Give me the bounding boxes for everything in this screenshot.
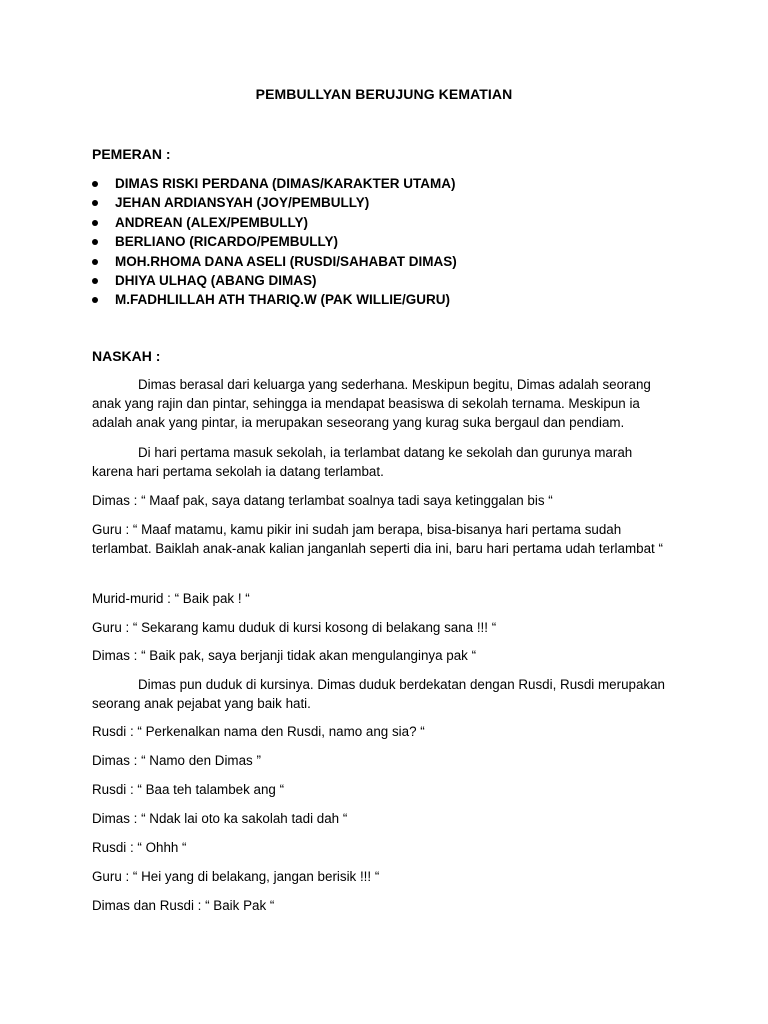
dialogue-line: Rusdi : “ Baa teh talambek ang “ <box>92 782 285 797</box>
list-item <box>92 213 457 232</box>
narration-paragraph: Dimas berasal dari keluarga yang sederhana. Meskipun begitu, Dimas adalah seorang anak yang rajin dan pintar, sehingga ia mendapat beasiswa di sekolah ternama. Meskipun ia adalah anak yang pintar, ia merupakan seseorang yang kurag suka bergaul dan pendiam. <box>92 377 651 431</box>
cast-member: BERLIANO (RICARDO/PEMBULLY) <box>115 234 339 250</box>
bullet-icon <box>92 297 98 303</box>
cast-member: DIMAS RISKI PERDANA (DIMAS/KARAKTER UTAMA) <box>115 176 456 191</box>
bullet-icon <box>92 181 98 187</box>
dialogue-line: Dimas dan Rusdi : “ Baik Pak “ <box>92 898 275 913</box>
dialogue-line: Dimas : “ Maaf pak, saya datang terlambat soalnya tadi saya ketinggalan bis “ <box>92 493 553 508</box>
cast-member: ANDREAN (ALEX/PEMBULLY) <box>115 214 309 230</box>
list-item <box>92 232 457 251</box>
dialogue-line: Dimas : “ Namo den Dimas ” <box>92 753 261 768</box>
list-item <box>92 174 457 193</box>
dialogue-line: Guru : “ Sekarang kamu duduk di kursi kosong di belakang sana !!! “ <box>92 620 497 635</box>
dialogue-line: Rusdi : “ Ohhh “ <box>92 840 187 855</box>
dialogue-line: Dimas : “ Baik pak, saya berjanji tidak akan mengulanginya pak “ <box>92 648 477 663</box>
dialogue-line: Guru : “ Hei yang di belakang, jangan berisik !!! “ <box>92 869 380 884</box>
cast-member: M.FADHLILLAH ATH THARIQ.W (PAK WILLIE/GURU) <box>115 292 450 308</box>
narration-paragraph: Dimas pun duduk di kursinya. Dimas duduk berdekatan dengan Rusdi, Rusdi merupakan seorang anak pejabat yang baik hati. <box>92 677 665 712</box>
cast-heading: PEMERAN : <box>92 146 171 162</box>
list-item <box>92 252 457 271</box>
bullet-icon <box>92 278 98 284</box>
bullet-icon <box>92 239 98 245</box>
script-heading: NASKAH : <box>92 348 161 364</box>
bullet-icon <box>92 220 98 226</box>
bullet-icon <box>92 200 98 206</box>
dialogue-line: Murid-murid : “ Baik pak ! “ <box>92 591 250 606</box>
cast-member: MOH.RHOMA DANA ASELI (RUSDI/SAHABAT DIMAS) <box>115 253 457 269</box>
cast-list <box>92 174 457 310</box>
dialogue-line: Rusdi : “ Perkenalkan nama den Rusdi, namo ang sia? “ <box>92 724 425 739</box>
cast-member: JEHAN ARDIANSYAH (JOY/PEMBULLY) <box>115 195 370 211</box>
dialogue-line: Guru : “ Maaf matamu, kamu pikir ini sudah jam berapa, bisa-bisanya hari pertama sudah terlambat. Baiklah anak-anak kalian janganlah seperti dia ini, baru hari pertama udah terlambat “ <box>92 522 663 557</box>
list-item <box>92 193 457 212</box>
list-item <box>92 271 457 290</box>
cast-member: DHIYA ULHAQ (ABANG DIMAS) <box>115 272 317 288</box>
list-item <box>92 290 457 309</box>
dialogue-line: Dimas : “ Ndak lai oto ka sakolah tadi dah “ <box>92 811 348 826</box>
bullet-icon <box>92 259 98 265</box>
narration-paragraph: Di hari pertama masuk sekolah, ia terlambat datang ke sekolah dan gurunya marah karena hari pertama sekolah ia datang terlambat. <box>92 445 633 480</box>
document-title: PEMBULLYAN BERUJUNG KEMATIAN <box>255 86 513 102</box>
